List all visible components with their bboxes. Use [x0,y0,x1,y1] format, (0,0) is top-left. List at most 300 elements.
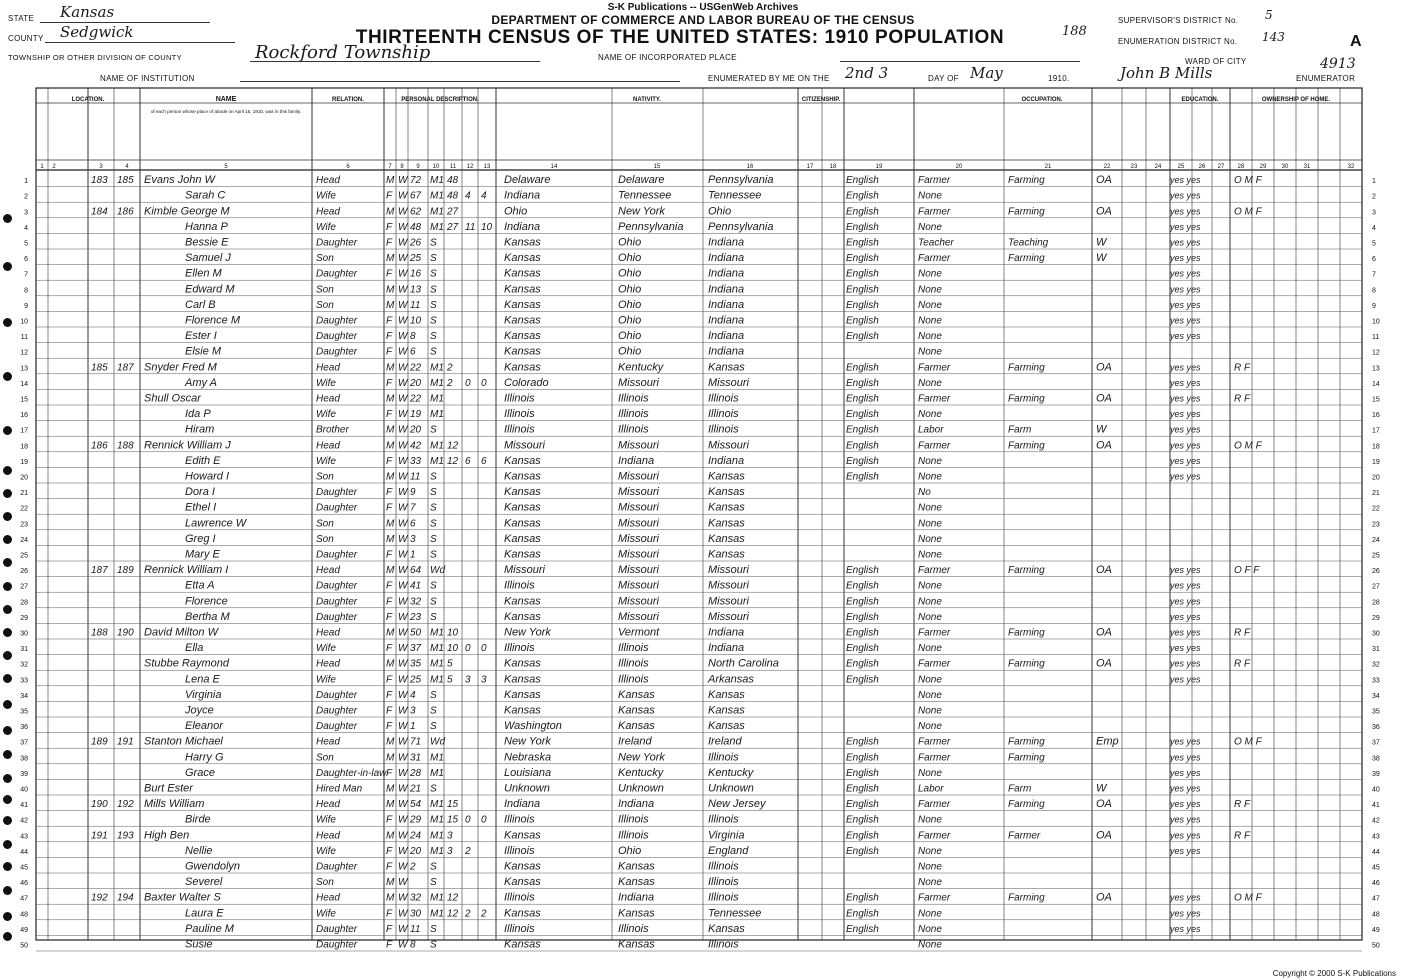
sex: F [386,331,393,343]
trade: None [918,299,942,311]
birthplace: Kansas [504,688,541,701]
race: W [398,814,408,826]
relation: Head [316,892,340,904]
county-value: Sedgwick [60,23,134,41]
relation: Son [316,299,334,311]
line-number-right: 24 [1372,536,1380,544]
father-birthplace: Illinois [618,392,649,405]
race: W [398,362,408,374]
language: English [846,767,879,779]
punch-hole [3,750,12,759]
sex: F [386,190,393,202]
line-number-right: 5 [1372,240,1376,248]
children-living: 4 [481,190,487,202]
person-name: Gwendolyn [185,860,241,873]
marital-status: M1 [430,767,444,779]
read-write: yes yes [1170,440,1201,451]
birthplace: Kansas [504,610,541,623]
father-birthplace: Kansas [618,704,655,717]
sex: F [386,237,393,249]
punch-hole [3,605,12,614]
line-number-right: 45 [1372,864,1380,872]
industry: Farming [1008,736,1045,748]
person-name: Rennick William J [144,439,231,452]
race: W [398,409,408,421]
line-number-right: 41 [1372,802,1380,810]
line-number: 31 [20,646,28,654]
line-number-right: 35 [1372,708,1380,716]
sex: M [386,533,395,545]
language: English [846,892,879,904]
marital-status: S [430,284,437,296]
line-number-right: 43 [1372,833,1380,841]
relation: Daughter [316,580,358,592]
marital-status: S [430,721,437,733]
punch-hole [3,840,12,849]
read-write: yes yes [1170,799,1201,810]
race: W [398,440,408,452]
father-birthplace: Ohio [618,252,642,265]
marital-status: M1 [430,658,444,670]
person-name: Florence [185,595,228,608]
line-number-right: 42 [1372,817,1380,825]
line-number-right: 19 [1372,458,1380,466]
language: English [846,331,879,343]
age: 28 [410,767,422,779]
birthplace: Illinois [504,891,535,904]
enumerated-day: 2nd 3 [845,64,889,82]
birthplace: Illinois [504,423,535,436]
sex: F [386,487,393,499]
industry: Farming [1008,253,1045,265]
trade: None [918,705,942,717]
race: W [398,580,408,592]
birthplace: Kansas [504,532,541,545]
read-write: yes yes [1170,611,1201,622]
birthplace: Kansas [504,454,541,467]
birthplace: Indiana [504,798,541,811]
language: English [846,206,879,218]
line-number: 29 [20,614,28,622]
race: W [398,424,408,436]
mother-birthplace: Kentucky [708,766,754,779]
race: W [398,799,408,811]
sex: F [386,315,393,327]
column-number: 5 [224,164,228,170]
publisher-line: S-K Publications -- USGenWeb Archives [607,2,799,13]
line-number-right: 38 [1372,755,1380,763]
birthplace: Missouri [504,564,545,577]
marital-status: S [430,923,437,935]
read-write: yes yes [1170,268,1201,279]
race: W [398,253,408,265]
employment-class: W [1096,236,1107,249]
mother-birthplace: Kansas [708,501,745,514]
birthplace: Colorado [504,376,549,389]
column-number: 25 [1177,164,1185,170]
race: W [398,658,408,670]
relation: Wife [316,814,336,826]
line-number: 46 [20,880,28,888]
children-born: 6 [465,455,471,467]
age: 37 [410,643,422,655]
person-name: Howard I [185,470,230,483]
race: W [398,299,408,311]
age: 29 [410,814,422,826]
marital-status: S [430,533,437,545]
column-group-label: NAME [215,96,237,103]
father-birthplace: Ohio [618,345,642,358]
children-born: 2 [465,908,471,920]
read-write: yes yes [1170,299,1201,310]
person-name: Bessie E [185,236,229,249]
relation: Wife [316,674,336,686]
mother-birthplace: Kansas [708,470,745,483]
trade: None [918,939,942,951]
punch-hole [3,932,12,941]
sex: M [386,877,395,889]
person-name: Snyder Fred M [144,361,217,374]
mother-birthplace: Missouri [708,610,749,623]
father-birthplace: Ireland [618,735,652,748]
marital-status: S [430,689,437,701]
read-write: yes yes [1170,736,1201,747]
race: W [398,861,408,873]
line-number: 47 [20,895,28,903]
mother-birthplace: Indiana [708,454,745,467]
trade: Labor [918,424,944,436]
age: 22 [410,393,422,405]
age: 8 [410,331,416,343]
relation: Daughter [316,487,358,499]
trade: Farmer [918,206,951,218]
father-birthplace: Tennessee [618,189,672,202]
age: 67 [410,190,422,202]
sex: F [386,689,393,701]
race: W [398,518,408,530]
industry: Farming [1008,393,1045,405]
language: English [846,830,879,842]
read-write: yes yes [1170,767,1201,778]
children-living: 6 [481,455,487,467]
mother-birthplace: Illinois [708,813,739,826]
trade: None [918,580,942,592]
line-number: 33 [20,677,28,685]
father-birthplace: Delaware [618,174,665,187]
marital-status: S [430,253,437,265]
line-number-right: 10 [1372,318,1380,326]
column-number: 9 [416,164,420,170]
language: English [846,284,879,296]
industry: Farming [1008,892,1045,904]
father-birthplace: Illinois [618,829,649,842]
age: 48 [410,221,422,233]
father-birthplace: Kentucky [618,361,664,374]
age: 20 [410,845,422,857]
dwelling-number: 186 [91,440,108,452]
line-number: 48 [20,911,28,919]
person-name: Stubbe Raymond [144,657,229,670]
person-name: Virginia [185,688,222,701]
father-birthplace: Missouri [618,376,659,389]
read-write: yes yes [1170,455,1201,466]
line-number-right: 25 [1372,552,1380,560]
father-birthplace: Missouri [618,610,659,623]
marital-status: M1 [430,627,444,639]
father-birthplace: Kansas [618,907,655,920]
person-name: Lawrence W [185,517,247,530]
line-number-right: 32 [1372,661,1380,669]
line-number: 23 [20,521,28,529]
language: English [846,674,879,686]
line-number: 21 [20,490,28,498]
mother-birthplace: Illinois [708,392,739,405]
sex: F [386,455,393,467]
marital-status: M1 [430,908,444,920]
line-number-right: 3 [1372,209,1376,217]
person-name: David Milton W [144,626,218,639]
home-ownership: R F [1234,393,1251,405]
column-number: 23 [1130,164,1138,170]
line-number-right: 9 [1372,302,1376,310]
marital-status: S [430,346,437,358]
person-name: Florence M [185,314,241,327]
race: W [398,284,408,296]
punch-hole [3,774,12,783]
relation: Head [316,362,340,374]
father-birthplace: Indiana [618,798,655,811]
sex: F [386,268,393,280]
relation: Head [316,206,340,218]
read-write: yes yes [1170,814,1201,825]
column-number: 2 [52,164,56,170]
birthplace: Kansas [504,548,541,561]
employment-class: OA [1096,564,1112,577]
column-number: 6 [346,164,350,170]
relation: Head [316,799,340,811]
employment-class: OA [1096,439,1112,452]
language: English [846,814,879,826]
language: English [846,752,879,764]
line-number: 11 [20,334,28,342]
punch-hole [3,372,12,381]
home-ownership: O M F [1234,736,1262,748]
line-number: 27 [20,583,28,591]
column-number: 13 [483,164,491,170]
trade: Farmer [918,736,951,748]
relation: Son [316,471,334,483]
employment-class: OA [1096,829,1112,842]
years-married: 27 [447,221,459,233]
years-married: 15 [447,799,459,811]
race: W [398,689,408,701]
age: 11 [410,471,421,483]
age: 11 [410,923,421,935]
trade: None [918,908,942,920]
birthplace: Illinois [504,408,535,421]
mother-birthplace: Missouri [708,376,749,389]
person-name: Ethel I [185,501,217,514]
industry: Farming [1008,799,1045,811]
father-birthplace: Missouri [618,564,659,577]
father-birthplace: Kansas [618,938,655,951]
line-number: 49 [20,926,28,934]
father-birthplace: Missouri [618,517,659,530]
father-birthplace: Missouri [618,486,659,499]
sex: F [386,611,393,623]
column-number: 10 [432,164,440,170]
children-born: 3 [465,674,471,686]
industry: Farm [1008,424,1032,436]
line-number-right: 26 [1372,568,1380,576]
trade: Farmer [918,752,951,764]
punch-hole [3,262,12,271]
trade: None [918,689,942,701]
birthplace: Kansas [504,236,541,249]
trade: None [918,549,942,561]
line-number: 50 [20,942,28,950]
sex: F [386,721,393,733]
mother-birthplace: Unknown [708,782,754,795]
family-number: 193 [117,830,134,842]
father-birthplace: Vermont [618,626,660,639]
race: W [398,331,408,343]
years-married: 48 [447,190,459,202]
race: W [398,565,408,577]
relation: Daughter [316,611,358,623]
relation: Daughter [316,596,358,608]
line-number-right: 37 [1372,739,1380,747]
birthplace: Indiana [504,220,541,233]
ward-label: WARD OF CITY [1185,57,1247,66]
sex: F [386,767,393,779]
industry: Teaching [1008,237,1049,249]
marital-status: M1 [430,175,444,187]
line-number-right: 14 [1372,380,1380,388]
trade: None [918,377,942,389]
language: English [846,799,879,811]
person-name: Evans John W [144,174,215,187]
marital-status: M1 [430,362,444,374]
person-name: Bertha M [185,610,230,623]
column-number: 32 [1347,164,1355,170]
age: 16 [410,268,422,280]
place-label: NAME OF INCORPORATED PLACE [598,53,737,62]
person-name: Mary E [185,548,220,561]
marital-status: S [430,237,437,249]
dwelling-number: 189 [91,736,108,748]
read-write: yes yes [1170,471,1201,482]
language: English [846,596,879,608]
person-name: Elsie M [185,345,222,358]
line-number: 26 [20,568,28,576]
birthplace: Kansas [504,486,541,499]
age: 6 [410,346,416,358]
employment-class: OA [1096,174,1112,187]
father-birthplace: Indiana [618,891,655,904]
punch-hole [3,582,12,591]
family-number: 185 [117,175,134,187]
father-birthplace: New York [618,751,665,764]
language: English [846,611,879,623]
sex: M [386,284,395,296]
sex: F [386,502,393,514]
relation: Son [316,533,334,545]
sex: M [386,471,395,483]
age: 8 [410,939,416,951]
race: W [398,939,408,951]
trade: Farmer [918,830,951,842]
marital-status: M1 [430,377,444,389]
relation: Wife [316,221,336,233]
person-name: Ida P [185,408,211,421]
enumeration-value: 143 [1262,30,1285,44]
person-name: Grace [185,766,215,779]
mother-birthplace: Missouri [708,595,749,608]
line-number: 39 [20,770,28,778]
birthplace: Illinois [504,392,535,405]
marital-status: S [430,611,437,623]
sex: F [386,580,393,592]
birthplace: Kansas [504,938,541,951]
mother-birthplace: Illinois [708,938,739,951]
sex: M [386,830,395,842]
line-number: 6 [24,256,28,264]
column-number: 19 [875,164,883,170]
line-number: 36 [20,724,28,732]
relation: Daughter [316,315,358,327]
sheet-letter: A [1350,33,1362,50]
relation: Daughter [316,705,358,717]
line-number: 4 [24,224,28,232]
age: 3 [410,533,416,545]
punch-hole [3,628,12,637]
marital-status: M1 [430,409,444,421]
read-write: yes yes [1170,190,1201,201]
language: English [846,237,879,249]
children-living: 3 [481,674,487,686]
column-number: 4 [125,164,129,170]
enumerated-label: ENUMERATED BY ME ON THE [708,74,830,83]
copyright-notice: Copyright © 2000 S-K Publications [1272,969,1396,978]
age: 4 [410,689,416,701]
sex: M [386,736,395,748]
trade: None [918,611,942,623]
relation: Wife [316,643,336,655]
employment-class: OA [1096,798,1112,811]
marital-status: S [430,705,437,717]
line-number: 2 [24,193,28,201]
years-married: 2 [447,362,453,374]
birthplace: Illinois [504,642,535,655]
person-name: Samuel J [185,252,231,265]
race: W [398,611,408,623]
father-birthplace: Illinois [618,813,649,826]
birthplace: Kansas [504,673,541,686]
person-name: Etta A [185,579,215,592]
children-born: 4 [465,190,471,202]
sex: F [386,377,393,389]
person-name: Baxter Walter S [144,891,221,904]
trade: Labor [918,783,944,795]
mother-birthplace: Indiana [708,267,745,280]
dwelling-number: 185 [91,362,108,374]
mother-birthplace: Kansas [708,486,745,499]
county-label: COUNTY [8,34,44,43]
language: English [846,268,879,280]
line-number-right: 12 [1372,349,1380,357]
father-birthplace: Missouri [618,501,659,514]
